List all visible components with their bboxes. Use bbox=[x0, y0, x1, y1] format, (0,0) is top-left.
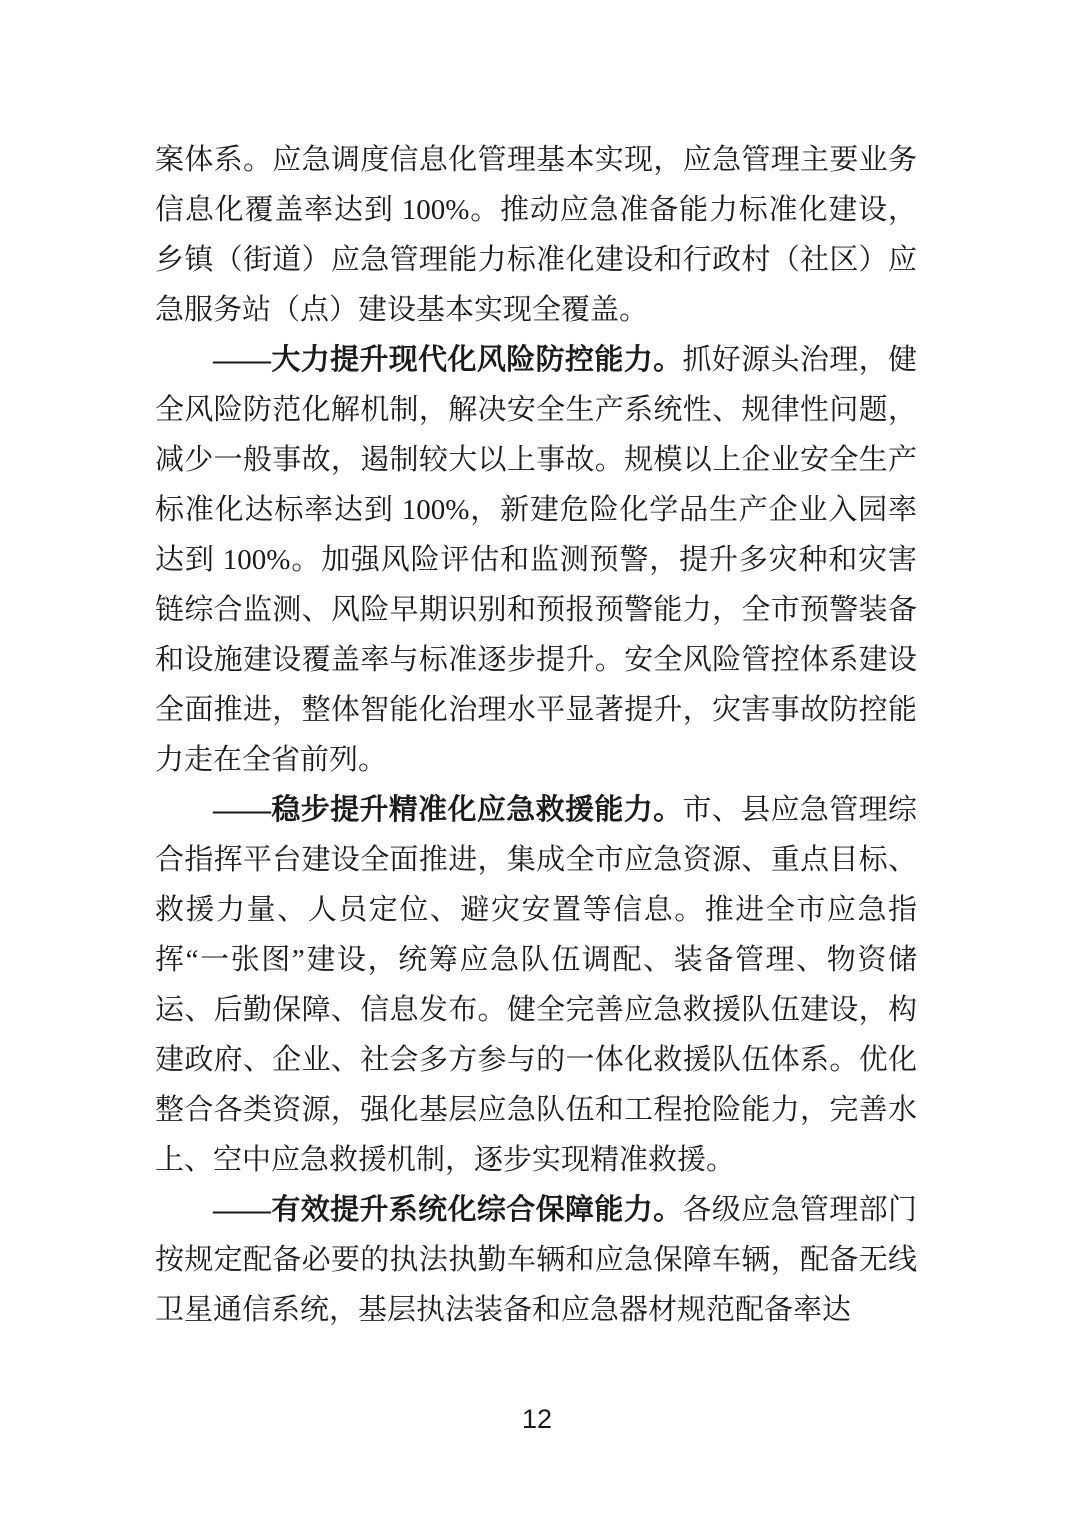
paragraph-body: 市、县应急管理综合指挥平台建设全面推进，集成全市应急资源、重点目标、救援力量、人员定位、避灾安置等信息。推进全市应急指挥“一张图”建设，统筹应急队伍调配、装备管理、物资储运、后勤保障、信息发布。健全完善应急救援队伍建设，构建政府、企业、社会多方参与的一体化救援队伍体系。优化整合各类资源，强化基层应急队伍和工程抢险能力，完善水上、空中应急救援机制，逐步实现精准救援。 bbox=[155, 794, 917, 1176]
paragraph-body: 案体系。应急调度信息化管理基本实现，应急管理主要业务信息化覆盖率达到 100%。推动应急准备能力标准化建设，乡镇（街道）应急管理能力标准化建设和行政村（社区）应急服务站（点）建设基本实现全覆盖。 bbox=[155, 144, 917, 326]
paragraph bbox=[155, 135, 917, 335]
paragraph bbox=[155, 1185, 917, 1335]
paragraph bbox=[155, 785, 917, 1185]
paragraph-lead-bold: ——有效提升系统化综合保障能力。 bbox=[213, 1194, 683, 1226]
document-body-text bbox=[155, 135, 917, 1335]
paragraph bbox=[155, 335, 917, 785]
paragraph-lead-bold: ——稳步提升精准化应急救援能力。 bbox=[213, 794, 683, 826]
paragraph-body: 各级应急管理部门按规定配备必要的执法执勤车辆和应急保障车辆，配备无线卫星通信系统，基层执法装备和应急器材规范配备率达 bbox=[155, 1194, 917, 1326]
paragraph-lead-bold: ——大力提升现代化风险防控能力。 bbox=[213, 344, 683, 376]
paragraph-body: 抓好源头治理，健全风险防范化解机制，解决安全生产系统性、规律性问题，减少一般事故，遏制较大以上事故。规模以上企业安全生产标准化达标率达到 100%，新建危险化学品生产企业入园率达到 100%。加强风险评估和监测预警，提升多灾种和灾害链综合监测、风险早期识别和预报预警能力，全市预警装备和设施建设覆盖率与标准逐步提升。安全风险管控体系建设全面推进，整体智能化治理水平显著提升，灾害事故防控能力走在全省前列。 bbox=[155, 344, 917, 776]
page-number: 12 bbox=[521, 1404, 553, 1434]
